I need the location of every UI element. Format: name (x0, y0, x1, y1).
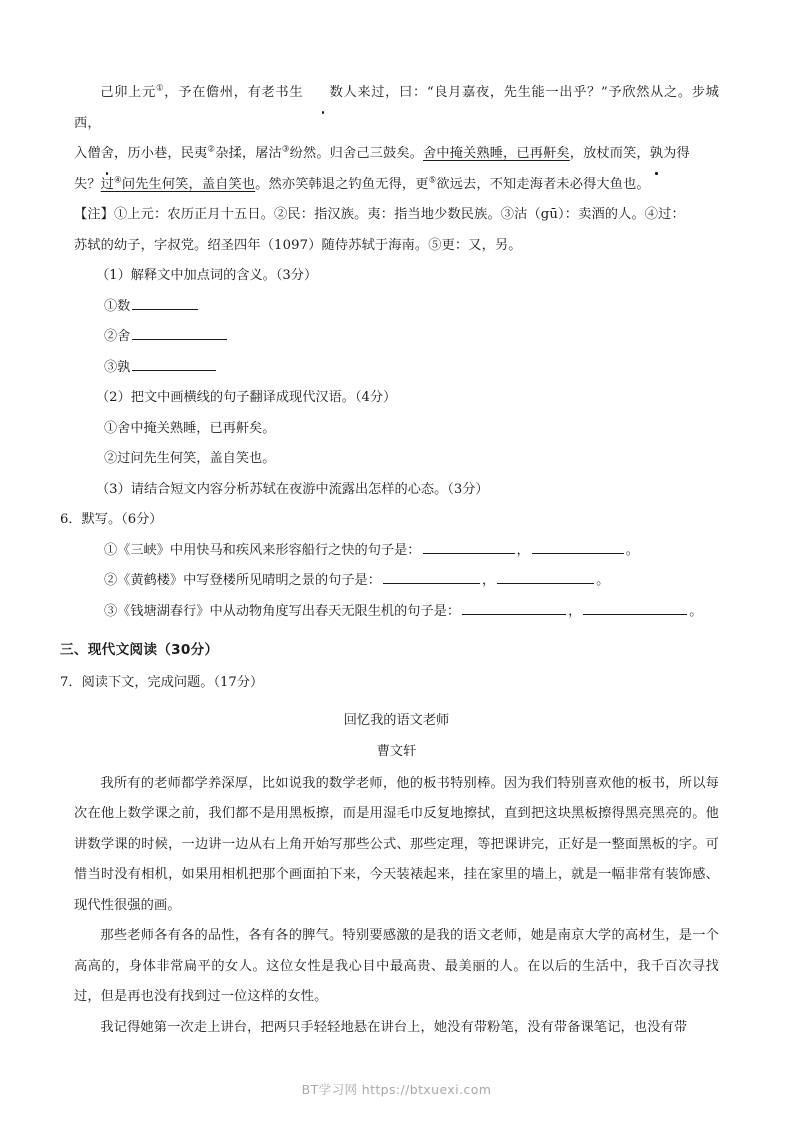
q5-part3-prompt: （3）请结合短文内容分析苏轼在夜游中流露出怎样的心态。（3分） (96, 481, 489, 497)
q6-item-2-prefix: ②《黄鹤楼》中写登楼所见晴明之景的句子是： (104, 573, 381, 588)
dotted-char-shu: 数 (303, 78, 343, 109)
passage-text-run: ，历小巷，民夷 (114, 146, 208, 161)
passage-text-run: 己卯上元 (100, 85, 156, 100)
q6-answer-blank-2a[interactable] (383, 569, 480, 584)
q6-item-1 (58, 536, 735, 567)
passage-text-run: ，放杖而笑， (569, 146, 650, 161)
q5-blank-row-2 (74, 322, 719, 353)
q6-item-3-prefix: ③《钱塘湖春行》中从动物角度写出春天无限生机的句子是： (104, 603, 461, 619)
article-title: 回忆我的语文老师 (343, 712, 450, 728)
article-body (58, 769, 735, 1044)
q5-blank-label-3: ③孰 (104, 359, 131, 375)
passage-text-run: 。然亦笑韩退之钓鱼无得，更 (255, 176, 429, 192)
classical-passage-block (58, 78, 735, 505)
footnote-marker-3: ③ (281, 144, 290, 155)
q6-answer-blank-2b[interactable] (497, 569, 594, 584)
passage-text-run: 失？ (74, 176, 101, 192)
classical-passage-line-2 (74, 139, 719, 170)
q6-answer-blank-3a[interactable] (462, 600, 566, 615)
q7-prompt: 7．阅读下文，完成问题。（17分） (60, 675, 264, 690)
q5-blank-label-1: ①数 (104, 298, 131, 314)
q5-translate-item-1: ①舍中掩关熟睡，已再鼾矣。 (104, 420, 276, 436)
q6-item-1-prefix: ①《三峡》中用快马和疾风来形容船行之快的句子是： (104, 542, 421, 558)
passage-text-run: ，予在儋州，有老书生 (164, 85, 304, 100)
footer-watermark: BT学习网 https://btxuexi.com (301, 1082, 492, 1097)
passage-text-run: 纷然。归舍己三鼓矣。 (289, 146, 424, 161)
classical-passage-line-1 (74, 78, 719, 139)
q5-answer-blank-3[interactable] (132, 356, 216, 371)
q5-translate-item-2: ②过问先生何笑，盖自笑也。 (104, 451, 276, 466)
q6-item-1-sep: ， (516, 542, 530, 558)
q5-part1-prompt: （1）解释文中加点词的含义。（3分） (96, 268, 318, 283)
underlined-sentence-2: 过④问先生何笑，盖自笑也 (100, 175, 256, 192)
footnote-marker-1: ① (155, 83, 165, 94)
passage-text-run: 为得 (663, 146, 690, 161)
q6-item-2 (58, 566, 735, 597)
classical-passage-line-3 (74, 170, 719, 201)
passage-text-run: 入僧 (74, 146, 101, 161)
q6-item-3 (58, 597, 735, 628)
passage-text-run: 欲远去，不知走海者未必得大鱼也。 (436, 176, 650, 192)
q6-answer-blank-1b[interactable] (532, 539, 624, 554)
passage-text-run: 杂揉，屠沽 (215, 146, 282, 161)
footnote-marker-5: ⑤ (428, 175, 437, 186)
footnote-marker-4: ④ (114, 175, 122, 186)
q5-blank-row-1 (74, 292, 719, 323)
passage-text-run: 人来过，曰：“良月嘉夜，先生能一出乎？”予欣然从之。步城西， (74, 85, 720, 131)
q5-blank-label-2: ②舍 (104, 329, 131, 344)
article-paragraph-2: 那些老师各有各的品性，各有各的脾气。特别要感激的是我的语文老师，她是南京大学的高材生，是一个高高的，身体非常扁平的女人。这位女性是我心目中最高贵、最美丽的人。在以后的生活中，我千百次寻找过，但是再也没有找到过一位这样的女性。 (74, 928, 719, 1004)
q6-item-1-end: 。 (625, 542, 639, 558)
q5-answer-blank-2[interactable] (132, 325, 227, 340)
dotted-char-she: 舍 (101, 139, 114, 170)
q6-item-2-sep: ， (481, 573, 496, 588)
q5-answer-blank-1[interactable] (132, 295, 198, 310)
q6-answer-blank-1a[interactable] (423, 539, 515, 554)
notes-line-2: 苏轼的幼子，字叔党。绍圣四年（1097）随侍苏轼于海南。⑤更：又，另。 (74, 237, 522, 253)
underlined-sentence-1: 舍中掩关熟睡，已再鼾矣 (423, 146, 570, 161)
q6-item-3-end: 。 (689, 603, 703, 619)
q5-part2-prompt: （2）把文中画横线的句子翻译成现代汉语。（4分） (96, 390, 397, 405)
q6-heading: 6．默写。（6分） (60, 512, 163, 527)
article-paragraph-1: 我所有的老师都学养深厚，比如说我的数学老师，他的板书特别棒。因为我们特别喜欢他的板书，所以每次在他上数学课之前，我们都不是用黑板擦，而是用湿毛巾反复地擦拭，直到把这块黑板擦得黑亮黑亮的。他讲数学课的时候，一边讲一边从右上角开始写那些公式、那些定理，等把课讲完，正好是一整面黑板的字。可惜当时没有相机，如果用相机把那个画面拍下来，今天装裱起来，挂在家里的墙上，就是一幅非常有装饰感、现代性很强的画。 (74, 775, 719, 913)
q6-item-3-sep: ， (568, 603, 582, 619)
q6-item-2-end: 。 (596, 573, 610, 588)
q6-answer-blank-3b[interactable] (583, 600, 687, 615)
footnote-marker-2: ② (207, 144, 216, 155)
notes-line-1: 【注】①上元：农历正月十五日。②民：指汉族。夷：指当地少数民族。③沽（gū）：卖酒的人。④过： (74, 207, 685, 222)
q5-blank-row-3 (74, 353, 719, 384)
section-3-heading: 三、现代文阅读（30分） (60, 642, 219, 658)
article-paragraph-3: 我记得她第一次走上讲台，把两只手轻轻地悬在讲台上，她没有带粉笔，没有带备课笔记，也没有带 (100, 1019, 688, 1035)
article-author: 曹文轩 (376, 743, 417, 759)
dotted-char-shu2: 孰 (650, 139, 663, 170)
